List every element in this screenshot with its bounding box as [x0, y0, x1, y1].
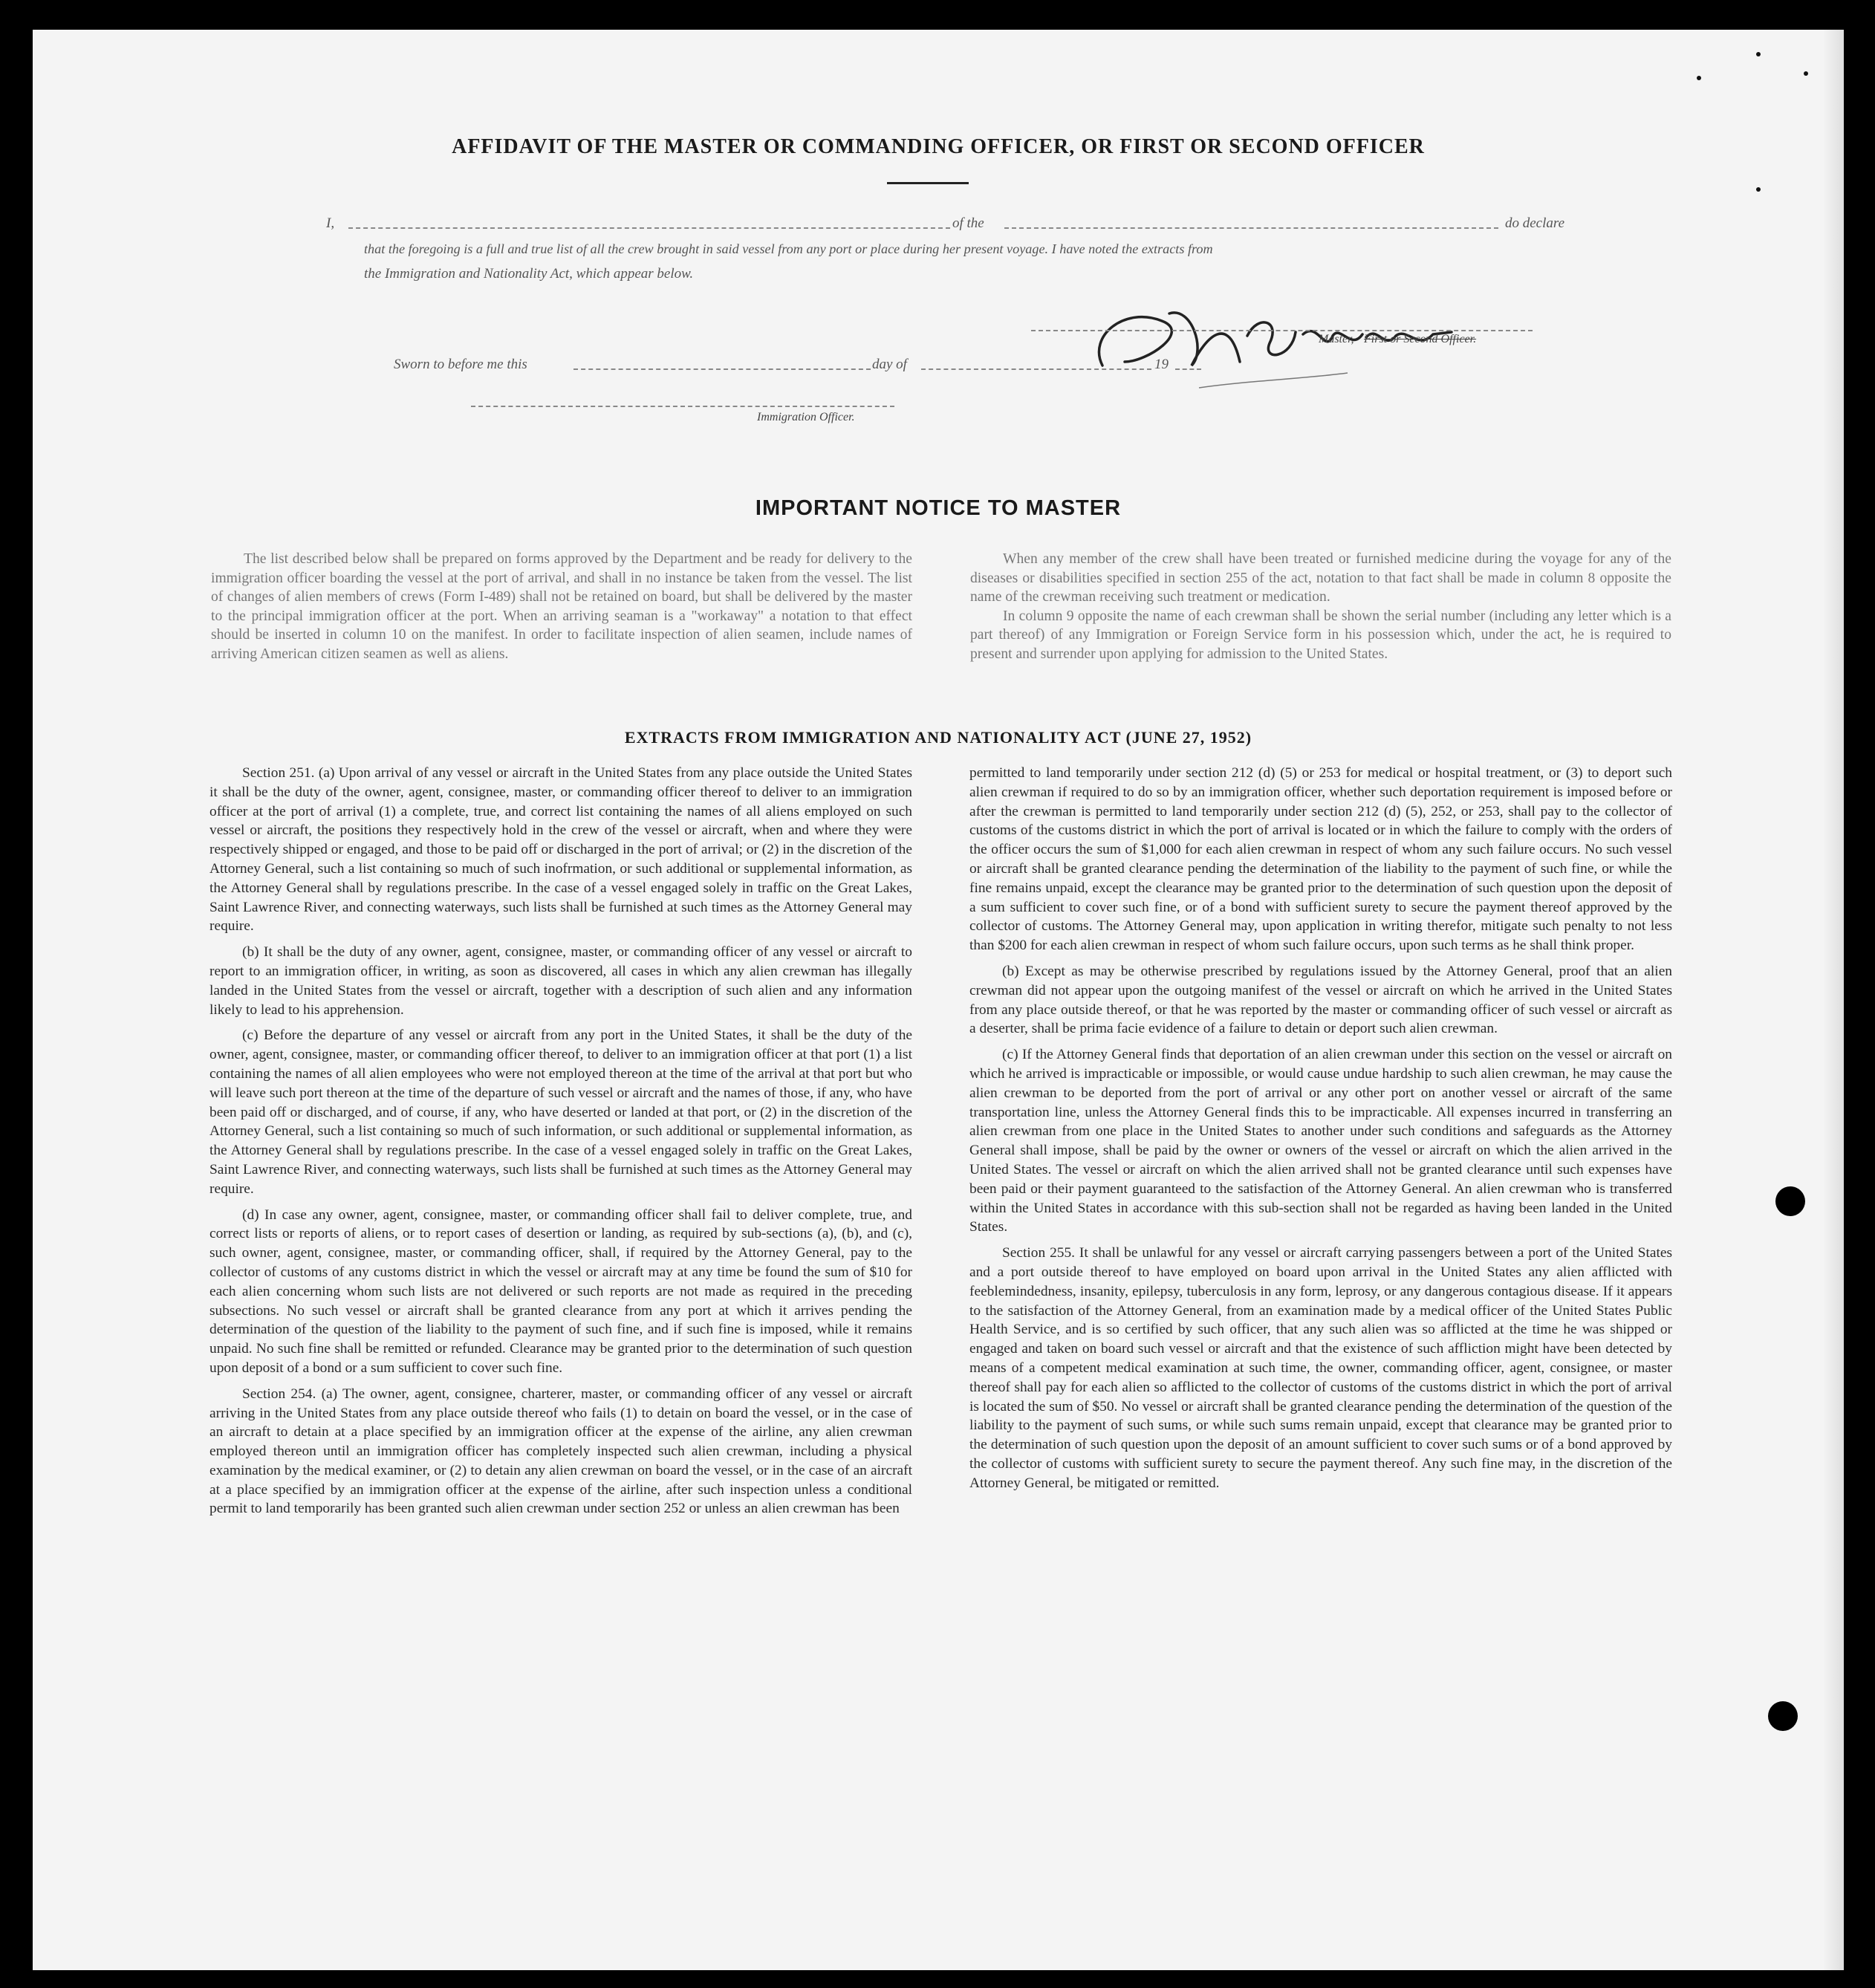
officer-label: Immigration Officer.	[757, 411, 855, 423]
section-251-d: (d) In case any owner, agent, consignee, master, or commanding officer shall fail to deliver complete, true, and correct lists or reports of aliens, or to report cases of desertion or landing, as required by sub-sections (a), (b), and (c), such owner, agent, consignee, master, or commanding officer, shall, if required by the Attorney General, pay to the collector of customs of any customs district in which the vessel or aircraft may at any time be found the sum of $10 for each alien concerning whom such lists are not delivered or such reports are not made as required in the preceding subsections. No such vessel or aircraft shall be granted clearance from any port at which it arrives pending the determination of the question of the liability to the payment of such fine, and if such fine is imposed, while it remains unpaid. No such fine shall be remitted or refunded. Clearance may be granted prior to the determination of such question upon deposit of a bond or a sum sufficient to cover such fine.	[209, 1206, 912, 1376]
sworn-date-blank	[573, 368, 871, 370]
notice-right-paragraph-2: In column 9 opposite the name of each crewman shall be shown the serial number (including any letter which is a part thereof) of any Immigration or Foreign Service form in his possession which, under the act, he is required to present and surrender upon applying for admission to the United States.	[970, 608, 1671, 662]
affidavit-title: AFFIDAVIT OF THE MASTER OR COMMANDING OFFICER, OR FIRST OR SECOND OFFICER	[452, 135, 1425, 158]
declaration-of-the: of the	[952, 215, 984, 231]
year-blank	[1175, 368, 1201, 370]
declaration-do-declare: do declare	[1505, 215, 1565, 231]
section-251-a: Section 251. (a) Upon arrival of any vessel or aircraft in the United States from any place outside the United States it shall be the duty of the owner, agent, consignee, master, or commanding officer thereof to deliver to an immigration officer at the port of arrival (1) a complete, true, and correct list containing the names of all aliens employed on such vessel or aircraft, the positions they respectively hold in the crew of the vessel or aircraft, when and where they were respectively shipped or engaged, and those to be paid off or discharged in the port of arrival; or (2) in the discretion of the Attorney General, such a list containing so much of such inofrmation, or such additional or supplemental information, as the Attorney General shall by regulations prescribe. In the case of a vessel engaged solely in traffic on the Great Lakes, Saint Lawrence River, and connecting waterways, such lists shall be furnished at such times as the Attorney General may require.	[209, 765, 912, 935]
notice-left-column	[211, 550, 912, 664]
title-rule	[887, 182, 969, 184]
year-label: 19	[1154, 357, 1169, 372]
struck-officer-label: First or Second Officer.	[1364, 333, 1477, 345]
extracts-right-column	[969, 764, 1672, 1499]
section-254-a-continued: permitted to land temporarily under section 212 (d) (5) or 253 for medical or hospital treatment, or (3) to deport such alien crewman if required to do so by an immigration officer, whether such deportation requirement is imposed before or after the crewman is permitted to land temporarily under section 212 (d) (5), 252, or 253, shall pay to the collector of customs of the customs district in which the port of arrival is located or in which the failure to comply with the orders of the officer occurs the sum of $1,000 for each alien crewman in respect of whom any such failure occurs. No such vessel or aircraft shall be granted clearance pending the determination of the liability to the payment of such fine, or while the fine remains unpaid, except the clearance may be granted prior to the determination of such question upon the deposit of a sum sufficient to cover such fine, or of a bond with sufficient surety to secure the payment thereof approved by the collector of customs. The Attorney General may, upon application in writing therefor, mitigate such penalty to not less than $200 for each alien crewman in respect of whom such failure occurs, upon such terms as he shall think proper.	[969, 765, 1672, 954]
notice-left-paragraph: The list described below shall be prepared on forms approved by the Department and be ready for delivery to the immigration officer boarding the vessel at the port of arrival, and shall in no instance be taken from the vessel. The list of changes of alien members of crews (Form I-489) shall not be retained on board, but shall be delivered by the master to the principal immigration officer at the port. When an arriving seaman is a "workaway" a notation to that effect should be inserted in column 10 on the manifest. In order to facilitate inspection of alien seamen, include names of arriving American citizen seamen as well as aliens.	[211, 551, 912, 662]
vessel-blank	[1004, 227, 1498, 229]
notice-title: IMPORTANT NOTICE TO MASTER	[755, 496, 1122, 520]
document-page	[33, 30, 1844, 1970]
sworn-label: Sworn to before me this	[394, 357, 527, 372]
punch-hole-upper	[1775, 1186, 1805, 1216]
extracts-left-column	[209, 764, 912, 1525]
section-251-c: (c) Before the departure of any vessel or aircraft from any port in the United States, it shall be the duty of the owner, agent, consignee, master, or commanding officer thereof, to deliver to an immigration officer at that port (1) a list containing the names of all alien employees who were not employed thereon at the time of the arrival at that port but who will leave such port thereon at the time of the departure of such vessel or aircraft and the names of those, if any, who have been paid off or discharged, and of course, if any, who have deserted or landed at that port, or (2) in the discretion of the Attorney General, such a list containing so much of such information, or such additional or supplemental information, as the Attorney General shall by regulations prescribe. In the case of a vessel engaged solely in traffic on the Great Lakes, Saint Lawrence River, and connecting waterways, such lists shall be furnished at such times as the Attorney General may require.	[209, 1027, 912, 1197]
signature-line	[1031, 330, 1533, 331]
section-254-c: (c) If the Attorney General finds that deportation of an alien crewman under this section on the vessel or aircraft on which he arrived is impracticable or impossible, or would cause undue hardship to such alien crewman, he may cause the alien crewman to be deported from the port of arrival or any other port on another vessel or aircraft of the same transportation line, unless the Attorney General finds this to be impracticable. All expenses incurred in transferring an alien crewman from one place in the United States to another under such conditions and safeguards as the Attorney General shall impose, shall be paid by the owner or owners of the vessel or aircraft on which the alien arrived in the United States. The vessel or aircraft on which the alien arrived shall not be granted clearance until such expenses have been paid or their payment guaranteed to the satisfaction of the Attorney General. An alien crewman who is transferred within the United States in accordance with this sub-section shall not be regarded as having been landed in the United States.	[969, 1047, 1672, 1235]
declaration-i-label: I,	[326, 215, 335, 231]
officer-line	[471, 406, 894, 407]
notice-right-paragraph-1: When any member of the crew shall have been treated or furnished medicine during the voyage for any of the diseases or disabilities specified in section 255 of the act, notation to that fact shall be made in column 8 opposite the name of the crewman receiving such treatment or medication.	[970, 551, 1671, 605]
master-label: Master,	[1319, 333, 1354, 345]
declaration-line-3: the Immigration and Nationality Act, which appear below.	[364, 266, 694, 282]
page-edge-shadow	[1823, 30, 1844, 1970]
speck	[1756, 187, 1761, 192]
name-blank	[348, 227, 950, 229]
speck	[1697, 76, 1701, 80]
speck	[1804, 71, 1808, 76]
section-254-a: Section 254. (a) The owner, agent, consignee, charterer, master, or commanding officer of any vessel or aircraft arriving in the United States from any place outside thereof who fails (1) to detain on board the vessel, or in the case of an aircraft to detain at a place specified by an immigration officer at the expense of the airline, any alien crewman employed thereon until an immigration officer has completely inspected such alien crewman, including a physical examination by the medical examiner, or (2) to detain any alien crewman on board the vessel, or in the case of an aircraft at a place specified by an immigration officer at the expense of the airline, after such inspection unless a conditional permit to land temporarily has been granted such alien crewman under section 252 or unless an alien crewman has been	[209, 1386, 912, 1517]
declaration-line-2: that the foregoing is a full and true list of all the crew brought in said vessel from any port or place during her present voyage. I have noted the extracts from	[364, 241, 1213, 256]
section-255: Section 255. It shall be unlawful for any vessel or aircraft carrying passengers between a port of the United States and a port outside thereof to have employed on board upon arrival in the United States any alien afflicted with feeblemindedness, insanity, epilepsy, tuberculosis in any form, leprosy, or any dangerous contagious disease. If it appears to the satisfaction of the Attorney General, from an examination made by a medical officer of the United States Public Health Service, and is so certified by such officer, that any such alien was so afflicted at the time he was shipped or engaged and taken on board such vessel or aircraft and that the existence of such affliction might have been detected by means of a competent medical examination at such time, the owner, commanding officer, agent, consignee, or master thereof shall pay for each alien so afflicted to the collector of customs of the customs district in which the port of arrival is located the sum of $50. No vessel or aircraft shall be granted clearance pending the determination of the question of the liability to the payment of such sums, or while such sums remain unpaid, except that clearance may be granted prior to the determination of such question upon the deposit of an amount sufficient to cover such sums or of a bond approved by the collector of customs with sufficient surety to secure the payment thereof. Any such fine may, in the discretion of the Attorney General, be mitigated or remitted.	[969, 1245, 1672, 1491]
notice-right-column	[970, 550, 1671, 664]
speck	[1756, 52, 1761, 56]
day-of-label: day of	[872, 357, 907, 372]
month-blank	[921, 368, 1151, 370]
section-254-b: (b) Except as may be otherwise prescribed by regulations issued by the Attorney General, proof that an alien crewman did not appear upon the outgoing manifest of the vessel or aircraft on which he arrived in the United States from any place outside thereof, or that he was reported by the master or commanding officer of such vessel or aircraft as a deserter, shall be prima facie evidence of a failure to detain or deport such alien crewman.	[969, 963, 1672, 1037]
punch-hole-lower	[1768, 1701, 1798, 1731]
section-251-b: (b) It shall be the duty of any owner, agent, consignee, master, or commanding officer of any vessel or aircraft to report to an immigration officer, in writing, as soon as discovered, all cases in which any alien crewman has illegally landed in the United States from the vessel or aircraft, together with a description of such alien and any information likely to lead to his apprehension.	[209, 944, 912, 1018]
extracts-title: EXTRACTS FROM IMMIGRATION AND NATIONALITY ACT (JUNE 27, 1952)	[624, 728, 1252, 747]
signature-text: R. M. Doe Hunan	[1080, 291, 1086, 292]
